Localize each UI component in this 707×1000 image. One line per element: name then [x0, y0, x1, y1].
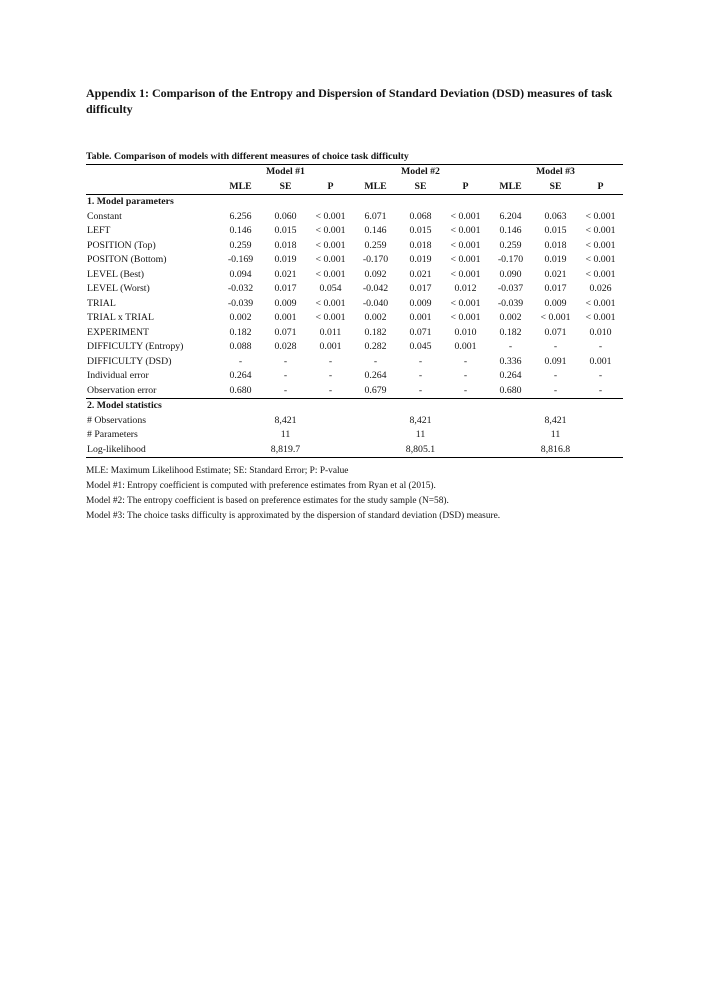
value-cell: 0.015 — [274, 225, 297, 237]
value-cell: - — [283, 370, 288, 382]
value-cell: 0.146 — [364, 225, 387, 237]
value-cell: 0.018 — [409, 239, 432, 251]
stat-header-mle: MLE — [364, 180, 387, 192]
table-row — [86, 413, 623, 428]
table-head — [86, 164, 623, 194]
row-label: DIFFICULTY (Entropy) — [87, 341, 184, 353]
section-header-row — [86, 398, 623, 413]
value-cell: -0.039 — [497, 297, 524, 309]
value-cell: < 0.001 — [450, 312, 481, 324]
table-row — [86, 282, 623, 297]
value-cell: 0.063 — [544, 210, 567, 222]
value-cell: 0.010 — [454, 326, 477, 338]
empty-corner-cell — [86, 179, 218, 194]
value-cell: -0.037 — [497, 283, 524, 295]
comparison-table — [86, 164, 623, 458]
value-cell: 0.001 — [454, 341, 477, 353]
value-cell: - — [508, 341, 513, 353]
value-cell: - — [328, 384, 333, 396]
value-cell: 6.204 — [499, 210, 522, 222]
value-cell: 0.071 — [274, 326, 297, 338]
value-cell: 0.282 — [364, 341, 387, 353]
value-cell: 0.045 — [409, 341, 432, 353]
footnote-model1: Model #1: Entropy coefficient is computed with preference estimates from Ryan et al (2015). — [86, 480, 436, 491]
value-cell: < 0.001 — [585, 297, 616, 309]
value-cell: 11 — [550, 429, 561, 441]
stat-header-p: P — [327, 180, 334, 192]
stat-header-mle: MLE — [499, 180, 522, 192]
value-cell: 0.017 — [409, 283, 432, 295]
row-label: DIFFICULTY (DSD) — [87, 355, 172, 367]
value-cell: 0.017 — [544, 283, 567, 295]
value-cell: 0.264 — [499, 370, 522, 382]
value-cell: -0.169 — [227, 254, 254, 266]
table-row — [86, 428, 623, 443]
value-cell: 0.012 — [454, 283, 477, 295]
table-row — [86, 238, 623, 253]
value-cell: - — [463, 370, 468, 382]
value-cell: 8,421 — [409, 414, 432, 426]
value-cell: 0.146 — [499, 225, 522, 237]
table-row — [86, 354, 623, 369]
value-cell: 0.259 — [229, 239, 252, 251]
table-row — [86, 383, 623, 398]
value-cell: -0.042 — [362, 283, 389, 295]
value-cell: 11 — [415, 429, 426, 441]
value-cell: 0.018 — [274, 239, 297, 251]
table-row — [86, 340, 623, 355]
value-cell: -0.040 — [362, 297, 389, 309]
value-cell: < 0.001 — [585, 225, 616, 237]
value-cell: 0.336 — [499, 355, 522, 367]
value-cell: 0.019 — [544, 254, 567, 266]
value-cell: 0.680 — [229, 384, 252, 396]
value-cell: 0.019 — [409, 254, 432, 266]
value-cell: < 0.001 — [450, 297, 481, 309]
value-cell: - — [373, 355, 378, 367]
value-cell: 6.071 — [364, 210, 387, 222]
row-label: TRIAL — [87, 297, 116, 309]
value-cell: 0.015 — [409, 225, 432, 237]
value-cell: -0.039 — [227, 297, 254, 309]
value-cell: - — [553, 384, 558, 396]
value-cell: - — [553, 341, 558, 353]
value-cell: 0.017 — [274, 283, 297, 295]
row-label: LEVEL (Worst) — [87, 283, 150, 295]
value-cell: 0.026 — [589, 283, 612, 295]
value-cell: 0.680 — [499, 384, 522, 396]
value-cell: < 0.001 — [315, 312, 346, 324]
value-cell: 0.060 — [274, 210, 297, 222]
table-row — [86, 296, 623, 311]
row-label: Individual error — [87, 370, 149, 382]
value-cell: 0.092 — [364, 268, 387, 280]
table-row — [86, 442, 623, 457]
table-row — [86, 311, 623, 326]
value-cell: - — [418, 384, 423, 396]
value-cell: -0.170 — [362, 254, 389, 266]
row-label: LEFT — [87, 225, 111, 237]
value-cell: < 0.001 — [315, 297, 346, 309]
value-cell: 0.001 — [409, 312, 432, 324]
row-label: TRIAL x TRIAL — [87, 312, 154, 324]
value-cell: - — [283, 355, 288, 367]
row-label: Log-likelihood — [87, 443, 146, 455]
stat-header-se: SE — [549, 180, 562, 192]
value-cell: 0.259 — [364, 239, 387, 251]
value-cell: 0.028 — [274, 341, 297, 353]
value-cell: < 0.001 — [450, 210, 481, 222]
value-cell: - — [238, 355, 243, 367]
footnote-model3: Model #3: The choice tasks difficulty is approximated by the dispersion of standard deviation (DSD) measure. — [86, 510, 501, 521]
value-cell: 0.182 — [229, 326, 252, 338]
section-label: 2. Model statistics — [86, 398, 623, 413]
value-cell: 0.009 — [409, 297, 432, 309]
model2-header: Model #2 — [401, 166, 440, 178]
stat-header-mle: MLE — [229, 180, 252, 192]
value-cell: 0.021 — [274, 268, 297, 280]
value-cell: 0.259 — [499, 239, 522, 251]
value-cell: 0.021 — [544, 268, 567, 280]
row-label: POSITON (Bottom) — [87, 254, 167, 266]
page-content — [86, 86, 623, 524]
model1-header: Model #1 — [266, 166, 305, 178]
row-label: POSITION (Top) — [87, 239, 156, 251]
row-label: Constant — [87, 210, 122, 222]
row-label: EXPERIMENT — [87, 326, 150, 338]
footnote-abbreviations: MLE: Maximum Likelihood Estimate; SE: Standard Error; P: P-value — [86, 465, 349, 476]
value-cell: 0.071 — [409, 326, 432, 338]
value-cell: < 0.001 — [450, 239, 481, 251]
value-cell: - — [598, 384, 603, 396]
value-cell: < 0.001 — [315, 210, 346, 222]
value-cell: - — [418, 370, 423, 382]
value-cell: < 0.001 — [540, 312, 571, 324]
table-row — [86, 209, 623, 224]
value-cell: 0.011 — [319, 326, 342, 338]
value-cell: -0.032 — [227, 283, 254, 295]
value-cell: 0.002 — [364, 312, 387, 324]
empty-corner-cell — [86, 164, 218, 179]
row-label: # Observations — [87, 414, 147, 426]
value-cell: < 0.001 — [315, 225, 346, 237]
value-cell: - — [328, 370, 333, 382]
value-cell: 0.679 — [364, 384, 387, 396]
value-cell: 0.054 — [319, 283, 342, 295]
value-cell: - — [598, 341, 603, 353]
value-cell: 0.090 — [499, 268, 522, 280]
stat-header-p: P — [462, 180, 469, 192]
value-cell: 0.071 — [544, 326, 567, 338]
value-cell: 0.001 — [274, 312, 297, 324]
value-cell: < 0.001 — [450, 268, 481, 280]
value-cell: 6.256 — [229, 210, 252, 222]
value-cell: 0.001 — [589, 355, 612, 367]
value-cell: 8,421 — [544, 414, 567, 426]
table-caption: Table. Comparison of models with different measures of choice task difficulty — [86, 150, 409, 162]
value-cell: 0.264 — [364, 370, 387, 382]
value-cell: 0.002 — [499, 312, 522, 324]
value-cell: 0.182 — [364, 326, 387, 338]
value-cell: 0.091 — [544, 355, 567, 367]
value-cell: < 0.001 — [315, 239, 346, 251]
table-body — [86, 194, 623, 457]
model-header-row — [86, 164, 623, 179]
value-cell: < 0.001 — [315, 268, 346, 280]
row-label: Observation error — [87, 384, 157, 396]
section-label: 1. Model parameters — [86, 194, 623, 209]
value-cell: - — [418, 355, 423, 367]
value-cell: < 0.001 — [450, 254, 481, 266]
value-cell: 0.264 — [229, 370, 252, 382]
value-cell: 0.094 — [229, 268, 252, 280]
value-cell: 8,819.7 — [270, 443, 301, 455]
value-cell: - — [598, 370, 603, 382]
row-label: LEVEL (Best) — [87, 268, 145, 280]
table-row — [86, 369, 623, 384]
value-cell: 0.019 — [274, 254, 297, 266]
value-cell: -0.170 — [497, 254, 524, 266]
value-cell: 0.146 — [229, 225, 252, 237]
table-row — [86, 267, 623, 282]
value-cell: - — [328, 355, 333, 367]
appendix-title: Appendix 1: Comparison of the Entropy and Dispersion of Standard Deviation (DSD) measures of task difficulty — [86, 86, 613, 116]
value-cell: 0.018 — [544, 239, 567, 251]
value-cell: 11 — [280, 429, 291, 441]
table-row — [86, 253, 623, 268]
row-label: # Parameters — [87, 429, 138, 441]
value-cell: < 0.001 — [585, 210, 616, 222]
footnote-model2: Model #2: The entropy coefficient is based on preference estimates for the study sample (N=58). — [86, 495, 449, 506]
value-cell: 0.088 — [229, 341, 252, 353]
value-cell: - — [463, 355, 468, 367]
value-cell: - — [553, 370, 558, 382]
stat-header-se: SE — [414, 180, 427, 192]
stat-header-p: P — [597, 180, 604, 192]
table-row — [86, 325, 623, 340]
value-cell: 0.015 — [544, 225, 567, 237]
value-cell: 0.009 — [544, 297, 567, 309]
stat-header-row — [86, 179, 623, 194]
value-cell: 0.002 — [229, 312, 252, 324]
value-cell: 8,421 — [274, 414, 297, 426]
value-cell: - — [463, 384, 468, 396]
stat-header-se: SE — [279, 180, 292, 192]
value-cell: - — [283, 384, 288, 396]
value-cell: < 0.001 — [315, 254, 346, 266]
value-cell: < 0.001 — [585, 254, 616, 266]
value-cell: 0.009 — [274, 297, 297, 309]
value-cell: 0.182 — [499, 326, 522, 338]
value-cell: < 0.001 — [585, 268, 616, 280]
table-row — [86, 224, 623, 239]
section-header-row — [86, 194, 623, 209]
value-cell: 0.068 — [409, 210, 432, 222]
value-cell: 0.001 — [319, 341, 342, 353]
value-cell: 0.010 — [589, 326, 612, 338]
value-cell: < 0.001 — [585, 239, 616, 251]
value-cell: < 0.001 — [585, 312, 616, 324]
value-cell: 8,805.1 — [405, 443, 436, 455]
value-cell: 0.021 — [409, 268, 432, 280]
table-footnotes — [86, 464, 623, 524]
model3-header: Model #3 — [536, 166, 575, 178]
value-cell: 8,816.8 — [540, 443, 571, 455]
value-cell: < 0.001 — [450, 225, 481, 237]
